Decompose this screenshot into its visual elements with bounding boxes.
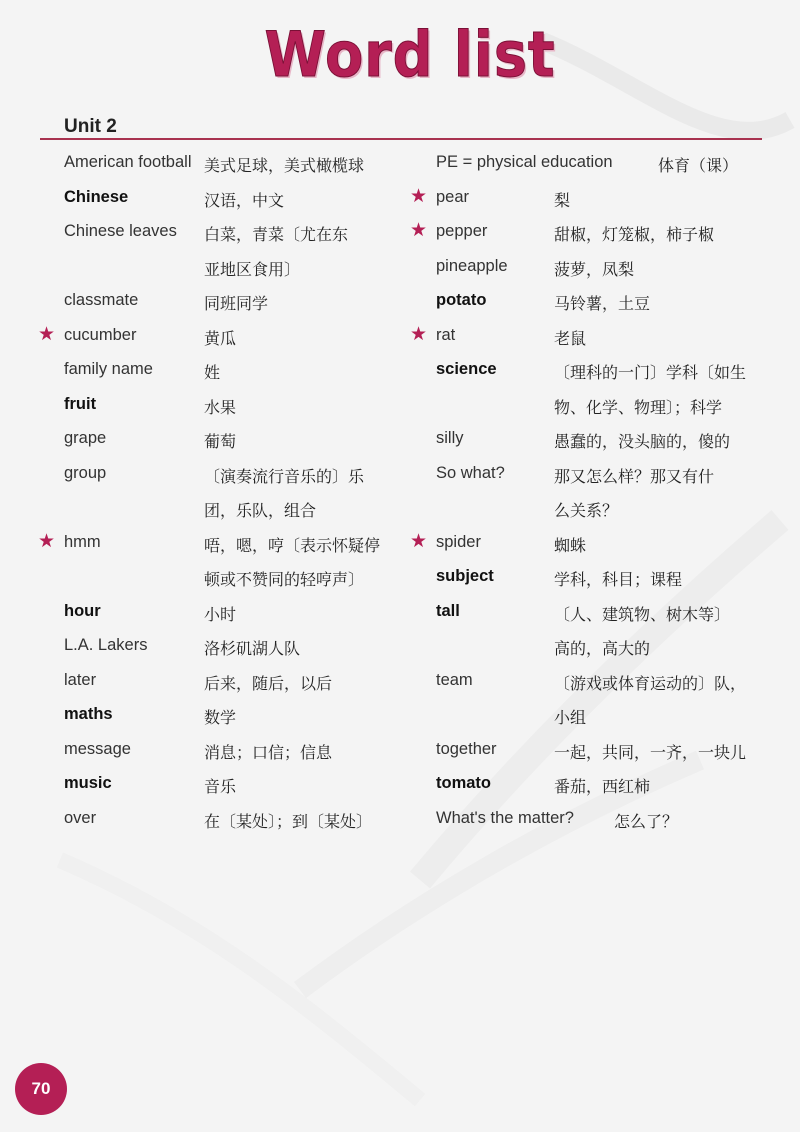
entry-meaning: 姓: [204, 363, 221, 382]
word-entry: [372, 251, 800, 286]
word-entry: [0, 596, 370, 631]
entry-word: classmate: [64, 291, 139, 309]
entry-meaning: 物、化学、物理〕；科学: [554, 397, 723, 417]
entry-meaning: 那又怎么样？那又有什: [554, 466, 715, 486]
entry-meaning: 白菜，青菜〔尤在东: [204, 225, 349, 244]
entry-meaning: 老鼠: [554, 328, 587, 348]
entry-word: What's the matter?: [436, 808, 574, 827]
entry-meaning: 么关系？: [554, 501, 619, 520]
entry-meaning: 美式足球，美式橄榄球: [204, 156, 365, 175]
entry-word: Chinese: [64, 187, 129, 206]
entry-word: hmm: [64, 532, 101, 551]
entry-meaning: 在〔某处〕；到〔某处〕: [204, 811, 373, 831]
entry-word: cucumber: [64, 325, 137, 344]
word-entry: [0, 803, 373, 838]
word-entry: [372, 354, 800, 389]
entry-word: music: [64, 774, 112, 792]
word-entry: [372, 665, 800, 700]
word-entry: [372, 216, 800, 251]
word-entry: [372, 285, 800, 320]
star-icon: ★: [410, 184, 428, 207]
entry-meaning: 洛杉矶湖人队: [204, 639, 301, 658]
word-entry: [0, 458, 370, 493]
word-entry: [0, 734, 370, 769]
entry-word: pineapple: [436, 256, 508, 275]
entry-word: fruit: [64, 394, 97, 413]
word-entry: [0, 147, 370, 182]
word-entry: [372, 527, 800, 562]
entry-word: group: [64, 463, 107, 482]
word-entry: [372, 458, 800, 493]
word-entry: [372, 734, 800, 769]
entry-word: tomato: [436, 774, 491, 792]
word-entry: [0, 699, 370, 734]
word-entry: [372, 492, 800, 527]
word-entry: [0, 561, 370, 596]
entry-word: science: [436, 360, 497, 378]
entry-meaning: 〔理科的一门〕学科〔如生: [554, 363, 747, 382]
heading-divider: [40, 138, 762, 140]
page-number-badge: 70: [15, 1063, 67, 1115]
word-entry: [372, 768, 800, 803]
entry-meaning: 后来，随后，以后: [204, 673, 333, 693]
word-entry: [372, 803, 800, 838]
entry-meaning: 音乐: [204, 777, 237, 796]
word-entry: [0, 630, 370, 665]
entry-meaning: 体育（课）: [658, 156, 739, 175]
entry-word: over: [64, 808, 97, 827]
entry-word: So what?: [436, 463, 505, 482]
word-entry: [0, 492, 370, 527]
entry-word: together: [436, 739, 497, 758]
entry-meaning: 同班同学: [204, 294, 269, 313]
entry-meaning: 学科，科目；课程: [554, 570, 683, 589]
star-icon: ★: [38, 529, 56, 552]
entry-meaning: 唔，嗯，哼〔表示怀疑停: [204, 535, 381, 555]
entry-word: later: [64, 670, 97, 689]
word-entry: [0, 354, 370, 389]
entry-word: Chinese leaves: [64, 222, 177, 240]
entry-word: pepper: [436, 222, 488, 240]
entry-meaning: 怎么了？: [614, 811, 679, 831]
unit-heading: Unit 2: [64, 116, 117, 137]
entry-meaning: 〔游戏或体育运动的〕队，: [554, 673, 747, 693]
entry-meaning: 黄瓜: [204, 328, 237, 348]
entry-meaning: 梨: [554, 190, 571, 210]
entry-word: pear: [436, 187, 470, 206]
entry-word: American football: [64, 153, 192, 171]
star-icon: ★: [38, 322, 56, 345]
word-entry: [372, 320, 800, 355]
entry-meaning: 消息；口信；信息: [204, 742, 333, 762]
word-entry: [0, 768, 370, 803]
star-icon: ★: [410, 219, 428, 241]
entry-meaning: 〔演奏流行音乐的〕乐: [204, 466, 365, 486]
word-entry: [372, 699, 800, 734]
entry-word: hour: [64, 601, 101, 620]
word-entry: [372, 423, 800, 458]
entry-meaning: 团，乐队，组合: [204, 501, 317, 520]
entry-meaning: 甜椒，灯笼椒，柿子椒: [554, 225, 715, 244]
entry-word: message: [64, 739, 131, 758]
entry-meaning: 数学: [204, 708, 237, 727]
entry-meaning: 蜘蛛: [554, 535, 587, 555]
star-icon: ★: [410, 529, 428, 552]
word-entry: [0, 527, 381, 562]
word-entry: [0, 389, 370, 424]
entry-meaning: 一起，共同，一齐，一块儿: [554, 742, 747, 762]
entry-meaning: 顿或不赞同的轻哼声〕: [204, 570, 365, 589]
word-entry: [0, 320, 370, 355]
entry-meaning: 水果: [204, 397, 237, 417]
word-entry: [372, 147, 800, 182]
entry-meaning: 番茄，西红柿: [554, 777, 651, 796]
entry-word: tall: [436, 601, 460, 620]
entry-word: potato: [436, 291, 487, 309]
entry-word: PE = physical education: [436, 153, 613, 171]
word-entry: [0, 665, 370, 700]
entry-meaning: 葡萄: [204, 432, 237, 451]
page-title: Word list: [264, 18, 556, 91]
word-entry: [372, 389, 800, 424]
entry-word: grape: [64, 429, 107, 447]
entry-word: spider: [436, 532, 481, 551]
entry-meaning: 〔人、建筑物、树木等〕: [554, 604, 731, 624]
word-entry: [372, 561, 800, 596]
entry-meaning: 愚蠢的，没头脑的，傻的: [554, 432, 731, 451]
word-entry: [0, 251, 370, 286]
word-entry: [0, 285, 370, 320]
word-entry: [372, 182, 800, 217]
word-entry: [0, 216, 370, 251]
star-icon: ★: [410, 322, 428, 345]
entry-word: maths: [64, 705, 113, 723]
word-entry: [0, 423, 370, 458]
entry-word: subject: [436, 567, 494, 585]
entry-word: silly: [436, 429, 464, 447]
word-entry: [372, 596, 800, 631]
entry-word: rat: [436, 325, 456, 344]
entry-meaning: 小时: [204, 604, 237, 624]
entry-word: L.A. Lakers: [64, 636, 148, 654]
entry-meaning: 小组: [554, 708, 587, 727]
entry-meaning: 高的，高大的: [554, 639, 651, 658]
entry-meaning: 菠萝，凤梨: [554, 259, 635, 279]
entry-word: family name: [64, 360, 153, 378]
entry-meaning: 亚地区食用〕: [204, 259, 301, 279]
word-entry: [0, 182, 370, 217]
entry-word: team: [436, 670, 473, 689]
entry-meaning: 汉语，中文: [204, 190, 285, 210]
word-entry: [372, 630, 800, 665]
entry-meaning: 马铃薯，土豆: [554, 294, 651, 313]
